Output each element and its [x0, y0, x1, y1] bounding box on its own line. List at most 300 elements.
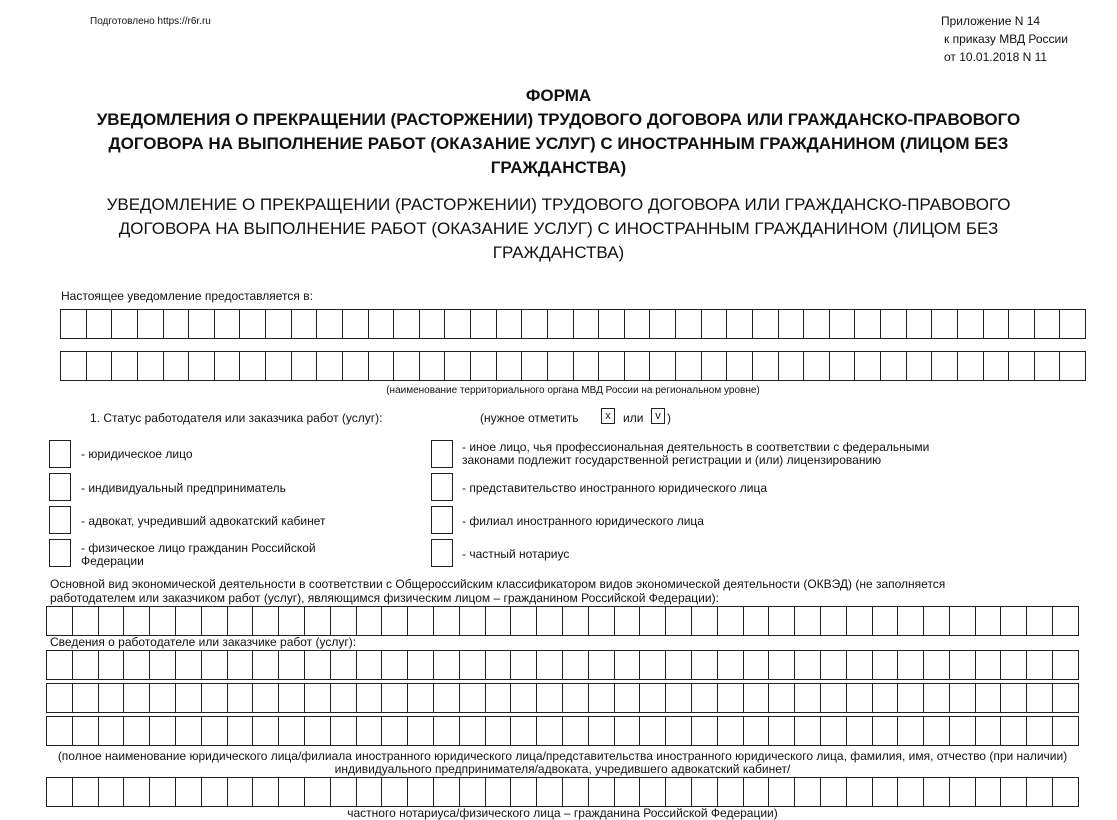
char-cell[interactable] — [163, 351, 189, 381]
char-cell[interactable] — [485, 606, 511, 636]
char-cell[interactable] — [368, 309, 394, 339]
mark-or: или — [623, 411, 644, 425]
char-cell[interactable] — [588, 777, 614, 807]
char-cell[interactable] — [46, 777, 72, 807]
char-cell[interactable] — [820, 683, 846, 713]
char-cell[interactable] — [897, 683, 923, 713]
char-cell[interactable] — [794, 777, 820, 807]
char-cell[interactable] — [846, 777, 872, 807]
char-cell[interactable] — [906, 351, 932, 381]
char-cell[interactable] — [123, 716, 149, 746]
title-bold-line-1: УВЕДОМЛЕНИЯ О ПРЕКРАЩЕНИИ (РАСТОРЖЕНИИ) ТРУДОВОГО ДОГОВОРА ИЛИ ГРАЖДАНСКО-ПРАВОВОГО — [96, 110, 1021, 129]
char-cell[interactable] — [923, 650, 949, 680]
char-cell[interactable] — [485, 716, 511, 746]
char-cell[interactable] — [1052, 777, 1079, 807]
char-cell[interactable] — [1052, 606, 1079, 636]
char-cell[interactable] — [60, 309, 86, 339]
char-cell[interactable] — [717, 716, 743, 746]
char-cell[interactable] — [46, 606, 72, 636]
employer-grid-row-4[interactable] — [46, 777, 1079, 807]
char-cell[interactable] — [419, 309, 445, 339]
char-cell[interactable] — [803, 309, 829, 339]
char-cell[interactable] — [175, 650, 201, 680]
char-cell[interactable] — [872, 777, 898, 807]
char-cell[interactable] — [717, 650, 743, 680]
checkbox-lawyer[interactable] — [49, 506, 71, 534]
char-cell[interactable] — [444, 309, 470, 339]
char-cell[interactable] — [393, 351, 419, 381]
char-cell[interactable] — [794, 650, 820, 680]
char-cell[interactable] — [562, 683, 588, 713]
char-cell[interactable] — [649, 351, 675, 381]
char-cell[interactable] — [743, 650, 769, 680]
char-cell[interactable] — [665, 606, 691, 636]
char-cell[interactable] — [330, 716, 356, 746]
char-cell[interactable] — [46, 650, 72, 680]
char-cell[interactable] — [975, 650, 1001, 680]
char-cell[interactable] — [521, 309, 547, 339]
char-cell[interactable] — [752, 351, 778, 381]
char-cell[interactable] — [252, 716, 278, 746]
char-cell[interactable] — [252, 650, 278, 680]
char-cell[interactable] — [675, 351, 701, 381]
char-cell[interactable] — [691, 716, 717, 746]
char-cell[interactable] — [547, 351, 573, 381]
char-cell[interactable] — [239, 309, 265, 339]
char-cell[interactable] — [149, 606, 175, 636]
char-cell[interactable] — [872, 716, 898, 746]
char-cell[interactable] — [897, 650, 923, 680]
char-cell[interactable] — [598, 351, 624, 381]
char-cell[interactable] — [1052, 716, 1079, 746]
checkbox-individual-entrepreneur[interactable] — [49, 473, 71, 501]
char-cell[interactable] — [536, 650, 562, 680]
char-cell[interactable] — [743, 683, 769, 713]
char-cell[interactable] — [239, 351, 265, 381]
char-cell[interactable] — [1034, 351, 1060, 381]
char-cell[interactable] — [949, 683, 975, 713]
char-cell[interactable] — [639, 777, 665, 807]
char-cell[interactable] — [923, 683, 949, 713]
char-cell[interactable] — [72, 650, 98, 680]
char-cell[interactable] — [872, 606, 898, 636]
char-cell[interactable] — [1000, 650, 1026, 680]
char-cell[interactable] — [342, 351, 368, 381]
char-cell[interactable] — [983, 309, 1009, 339]
char-cell[interactable] — [701, 351, 727, 381]
char-cell[interactable] — [536, 716, 562, 746]
char-cell[interactable] — [880, 309, 906, 339]
char-cell[interactable] — [201, 606, 227, 636]
char-cell[interactable] — [665, 683, 691, 713]
char-cell[interactable] — [547, 309, 573, 339]
char-cell[interactable] — [175, 777, 201, 807]
char-cell[interactable] — [291, 351, 317, 381]
char-cell[interactable] — [614, 683, 640, 713]
char-cell[interactable] — [381, 683, 407, 713]
char-cell[interactable] — [1026, 716, 1052, 746]
char-cell[interactable] — [897, 716, 923, 746]
char-cell[interactable] — [1026, 683, 1052, 713]
char-cell[interactable] — [923, 777, 949, 807]
char-cell[interactable] — [639, 650, 665, 680]
char-cell[interactable] — [163, 309, 189, 339]
char-cell[interactable] — [872, 683, 898, 713]
char-cell[interactable] — [752, 309, 778, 339]
checkbox-individual-citizen[interactable] — [49, 539, 71, 567]
char-cell[interactable] — [665, 777, 691, 807]
char-cell[interactable] — [111, 351, 137, 381]
char-cell[interactable] — [278, 777, 304, 807]
char-cell[interactable] — [393, 309, 419, 339]
char-cell[interactable] — [433, 683, 459, 713]
char-cell[interactable] — [949, 650, 975, 680]
char-cell[interactable] — [614, 716, 640, 746]
char-cell[interactable] — [975, 777, 1001, 807]
char-cell[interactable] — [778, 309, 804, 339]
char-cell[interactable] — [1008, 351, 1034, 381]
char-cell[interactable] — [433, 777, 459, 807]
char-cell[interactable] — [381, 716, 407, 746]
char-cell[interactable] — [573, 351, 599, 381]
char-cell[interactable] — [330, 606, 356, 636]
char-cell[interactable] — [1000, 606, 1026, 636]
char-cell[interactable] — [588, 716, 614, 746]
char-cell[interactable] — [562, 777, 588, 807]
char-cell[interactable] — [665, 650, 691, 680]
char-cell[interactable] — [123, 650, 149, 680]
char-cell[interactable] — [1000, 683, 1026, 713]
char-cell[interactable] — [846, 683, 872, 713]
char-cell[interactable] — [86, 351, 112, 381]
char-cell[interactable] — [957, 351, 983, 381]
char-cell[interactable] — [726, 309, 752, 339]
char-cell[interactable] — [98, 683, 124, 713]
char-cell[interactable] — [175, 683, 201, 713]
char-cell[interactable] — [368, 351, 394, 381]
char-cell[interactable] — [72, 683, 98, 713]
char-cell[interactable] — [536, 606, 562, 636]
char-cell[interactable] — [330, 777, 356, 807]
char-cell[interactable] — [381, 650, 407, 680]
char-cell[interactable] — [639, 716, 665, 746]
char-cell[interactable] — [846, 716, 872, 746]
char-cell[interactable] — [820, 777, 846, 807]
char-cell[interactable] — [510, 716, 536, 746]
char-cell[interactable] — [1026, 650, 1052, 680]
char-cell[interactable] — [1026, 777, 1052, 807]
char-cell[interactable] — [1052, 650, 1079, 680]
char-cell[interactable] — [214, 351, 240, 381]
char-cell[interactable] — [949, 606, 975, 636]
char-cell[interactable] — [227, 716, 253, 746]
char-cell[interactable] — [794, 716, 820, 746]
char-cell[interactable] — [624, 309, 650, 339]
char-cell[interactable] — [743, 606, 769, 636]
char-cell[interactable] — [381, 777, 407, 807]
char-cell[interactable] — [72, 716, 98, 746]
char-cell[interactable] — [304, 650, 330, 680]
char-cell[interactable] — [803, 351, 829, 381]
char-cell[interactable] — [931, 309, 957, 339]
char-cell[interactable] — [252, 777, 278, 807]
char-cell[interactable] — [854, 309, 880, 339]
char-cell[interactable] — [717, 683, 743, 713]
recipient-grid-row-2[interactable] — [60, 351, 1086, 381]
char-cell[interactable] — [485, 683, 511, 713]
char-cell[interactable] — [188, 351, 214, 381]
char-cell[interactable] — [820, 606, 846, 636]
okved-grid[interactable] — [46, 606, 1079, 636]
recipient-grid-row-1[interactable] — [60, 309, 1086, 339]
char-cell[interactable] — [149, 683, 175, 713]
char-cell[interactable] — [923, 716, 949, 746]
char-cell[interactable] — [444, 351, 470, 381]
char-cell[interactable] — [330, 650, 356, 680]
char-cell[interactable] — [407, 683, 433, 713]
char-cell[interactable] — [252, 683, 278, 713]
char-cell[interactable] — [880, 351, 906, 381]
char-cell[interactable] — [137, 351, 163, 381]
char-cell[interactable] — [304, 606, 330, 636]
char-cell[interactable] — [691, 650, 717, 680]
checkbox-foreign-branch[interactable] — [431, 506, 453, 534]
char-cell[interactable] — [46, 683, 72, 713]
char-cell[interactable] — [356, 606, 382, 636]
char-cell[interactable] — [768, 777, 794, 807]
char-cell[interactable] — [149, 716, 175, 746]
char-cell[interactable] — [304, 716, 330, 746]
char-cell[interactable] — [227, 777, 253, 807]
char-cell[interactable] — [846, 606, 872, 636]
char-cell[interactable] — [794, 606, 820, 636]
char-cell[interactable] — [1059, 309, 1086, 339]
char-cell[interactable] — [149, 650, 175, 680]
char-cell[interactable] — [1000, 777, 1026, 807]
char-cell[interactable] — [624, 351, 650, 381]
char-cell[interactable] — [872, 650, 898, 680]
char-cell[interactable] — [60, 351, 86, 381]
char-cell[interactable] — [123, 683, 149, 713]
char-cell[interactable] — [459, 716, 485, 746]
char-cell[interactable] — [829, 351, 855, 381]
char-cell[interactable] — [897, 777, 923, 807]
char-cell[interactable] — [562, 650, 588, 680]
checkbox-notary[interactable] — [431, 539, 453, 567]
char-cell[interactable] — [278, 606, 304, 636]
char-cell[interactable] — [407, 777, 433, 807]
char-cell[interactable] — [639, 683, 665, 713]
employer-grid-row-3[interactable] — [46, 716, 1079, 746]
char-cell[interactable] — [201, 777, 227, 807]
char-cell[interactable] — [983, 351, 1009, 381]
char-cell[interactable] — [227, 650, 253, 680]
char-cell[interactable] — [1000, 716, 1026, 746]
char-cell[interactable] — [201, 716, 227, 746]
option-lawyer: - адвокат, учредивший адвокатский кабинет — [81, 514, 326, 528]
char-cell[interactable] — [214, 309, 240, 339]
char-cell[interactable] — [639, 606, 665, 636]
char-cell[interactable] — [573, 309, 599, 339]
char-cell[interactable] — [433, 650, 459, 680]
char-cell[interactable] — [820, 650, 846, 680]
char-cell[interactable] — [598, 309, 624, 339]
char-cell[interactable] — [743, 777, 769, 807]
char-cell[interactable] — [717, 606, 743, 636]
char-cell[interactable] — [407, 606, 433, 636]
char-cell[interactable] — [794, 683, 820, 713]
char-cell[interactable] — [459, 777, 485, 807]
char-cell[interactable] — [485, 650, 511, 680]
char-cell[interactable] — [949, 777, 975, 807]
char-cell[interactable] — [265, 309, 291, 339]
char-cell[interactable] — [820, 716, 846, 746]
char-cell[interactable] — [496, 351, 522, 381]
char-cell[interactable] — [227, 606, 253, 636]
char-cell[interactable] — [278, 650, 304, 680]
char-cell[interactable] — [265, 351, 291, 381]
char-cell[interactable] — [1059, 351, 1086, 381]
char-cell[interactable] — [854, 351, 880, 381]
char-cell[interactable] — [562, 606, 588, 636]
char-cell[interactable] — [665, 716, 691, 746]
checkbox-other-person[interactable] — [431, 440, 453, 468]
char-cell[interactable] — [433, 716, 459, 746]
char-cell[interactable] — [1008, 309, 1034, 339]
char-cell[interactable] — [316, 351, 342, 381]
char-cell[interactable] — [175, 606, 201, 636]
char-cell[interactable] — [1034, 309, 1060, 339]
char-cell[interactable] — [588, 606, 614, 636]
char-cell[interactable] — [778, 351, 804, 381]
char-cell[interactable] — [743, 716, 769, 746]
char-cell[interactable] — [304, 683, 330, 713]
char-cell[interactable] — [726, 351, 752, 381]
char-cell[interactable] — [123, 777, 149, 807]
char-cell[interactable] — [316, 309, 342, 339]
char-cell[interactable] — [291, 309, 317, 339]
char-cell[interactable] — [356, 716, 382, 746]
char-cell[interactable] — [86, 309, 112, 339]
char-cell[interactable] — [510, 777, 536, 807]
char-cell[interactable] — [691, 777, 717, 807]
char-cell[interactable] — [510, 606, 536, 636]
char-cell[interactable] — [278, 683, 304, 713]
char-cell[interactable] — [614, 777, 640, 807]
char-cell[interactable] — [278, 716, 304, 746]
char-cell[interactable] — [768, 683, 794, 713]
char-cell[interactable] — [536, 683, 562, 713]
char-cell[interactable] — [381, 606, 407, 636]
char-cell[interactable] — [459, 606, 485, 636]
char-cell[interactable] — [356, 777, 382, 807]
char-cell[interactable] — [588, 650, 614, 680]
char-cell[interactable] — [137, 309, 163, 339]
char-cell[interactable] — [72, 606, 98, 636]
char-cell[interactable] — [496, 309, 522, 339]
char-cell[interactable] — [485, 777, 511, 807]
char-cell[interactable] — [975, 716, 1001, 746]
char-cell[interactable] — [227, 683, 253, 713]
char-cell[interactable] — [521, 351, 547, 381]
char-cell[interactable] — [470, 351, 496, 381]
char-cell[interactable] — [923, 606, 949, 636]
char-cell[interactable] — [98, 716, 124, 746]
char-cell[interactable] — [897, 606, 923, 636]
char-cell[interactable] — [906, 309, 932, 339]
char-cell[interactable] — [201, 650, 227, 680]
char-cell[interactable] — [201, 683, 227, 713]
char-cell[interactable] — [407, 650, 433, 680]
char-cell[interactable] — [701, 309, 727, 339]
char-cell[interactable] — [459, 650, 485, 680]
char-cell[interactable] — [175, 716, 201, 746]
checkbox-legal-entity[interactable] — [49, 440, 71, 468]
char-cell[interactable] — [111, 309, 137, 339]
employer-caption-line-1: (полное наименование юридического лица/филиала иностранного юридического лица/представительства иностранного юридического лица, фамилия, имя, отчество (при наличии) — [57, 749, 1068, 763]
char-cell[interactable] — [691, 683, 717, 713]
char-cell[interactable] — [510, 683, 536, 713]
char-cell[interactable] — [304, 777, 330, 807]
checkbox-representative-office[interactable] — [431, 473, 453, 501]
char-cell[interactable] — [98, 650, 124, 680]
char-cell[interactable] — [768, 606, 794, 636]
char-cell[interactable] — [72, 777, 98, 807]
char-cell[interactable] — [98, 777, 124, 807]
char-cell[interactable] — [768, 716, 794, 746]
char-cell[interactable] — [149, 777, 175, 807]
char-cell[interactable] — [510, 650, 536, 680]
char-cell[interactable] — [356, 683, 382, 713]
char-cell[interactable] — [98, 606, 124, 636]
char-cell[interactable] — [846, 650, 872, 680]
char-cell[interactable] — [649, 309, 675, 339]
char-cell[interactable] — [123, 606, 149, 636]
char-cell[interactable] — [407, 716, 433, 746]
char-cell[interactable] — [459, 683, 485, 713]
char-cell[interactable] — [768, 650, 794, 680]
char-cell[interactable] — [829, 309, 855, 339]
char-cell[interactable] — [614, 650, 640, 680]
char-cell[interactable] — [691, 606, 717, 636]
char-cell[interactable] — [356, 650, 382, 680]
char-cell[interactable] — [342, 309, 368, 339]
char-cell[interactable] — [330, 683, 356, 713]
char-cell[interactable] — [252, 606, 278, 636]
char-cell[interactable] — [470, 309, 496, 339]
employer-grid-row-1[interactable] — [46, 650, 1079, 680]
char-cell[interactable] — [588, 683, 614, 713]
char-cell[interactable] — [562, 716, 588, 746]
char-cell[interactable] — [614, 606, 640, 636]
char-cell[interactable] — [1052, 683, 1079, 713]
char-cell[interactable] — [188, 309, 214, 339]
char-cell[interactable] — [433, 606, 459, 636]
char-cell[interactable] — [949, 716, 975, 746]
char-cell[interactable] — [1026, 606, 1052, 636]
char-cell[interactable] — [675, 309, 701, 339]
char-cell[interactable] — [931, 351, 957, 381]
char-cell[interactable] — [46, 716, 72, 746]
char-cell[interactable] — [975, 683, 1001, 713]
char-cell[interactable] — [536, 777, 562, 807]
char-cell[interactable] — [975, 606, 1001, 636]
char-cell[interactable] — [717, 777, 743, 807]
prepared-note: Подготовлено https://r6r.ru — [90, 16, 211, 27]
char-cell[interactable] — [957, 309, 983, 339]
employer-grid-row-2[interactable] — [46, 683, 1079, 713]
char-cell[interactable] — [419, 351, 445, 381]
